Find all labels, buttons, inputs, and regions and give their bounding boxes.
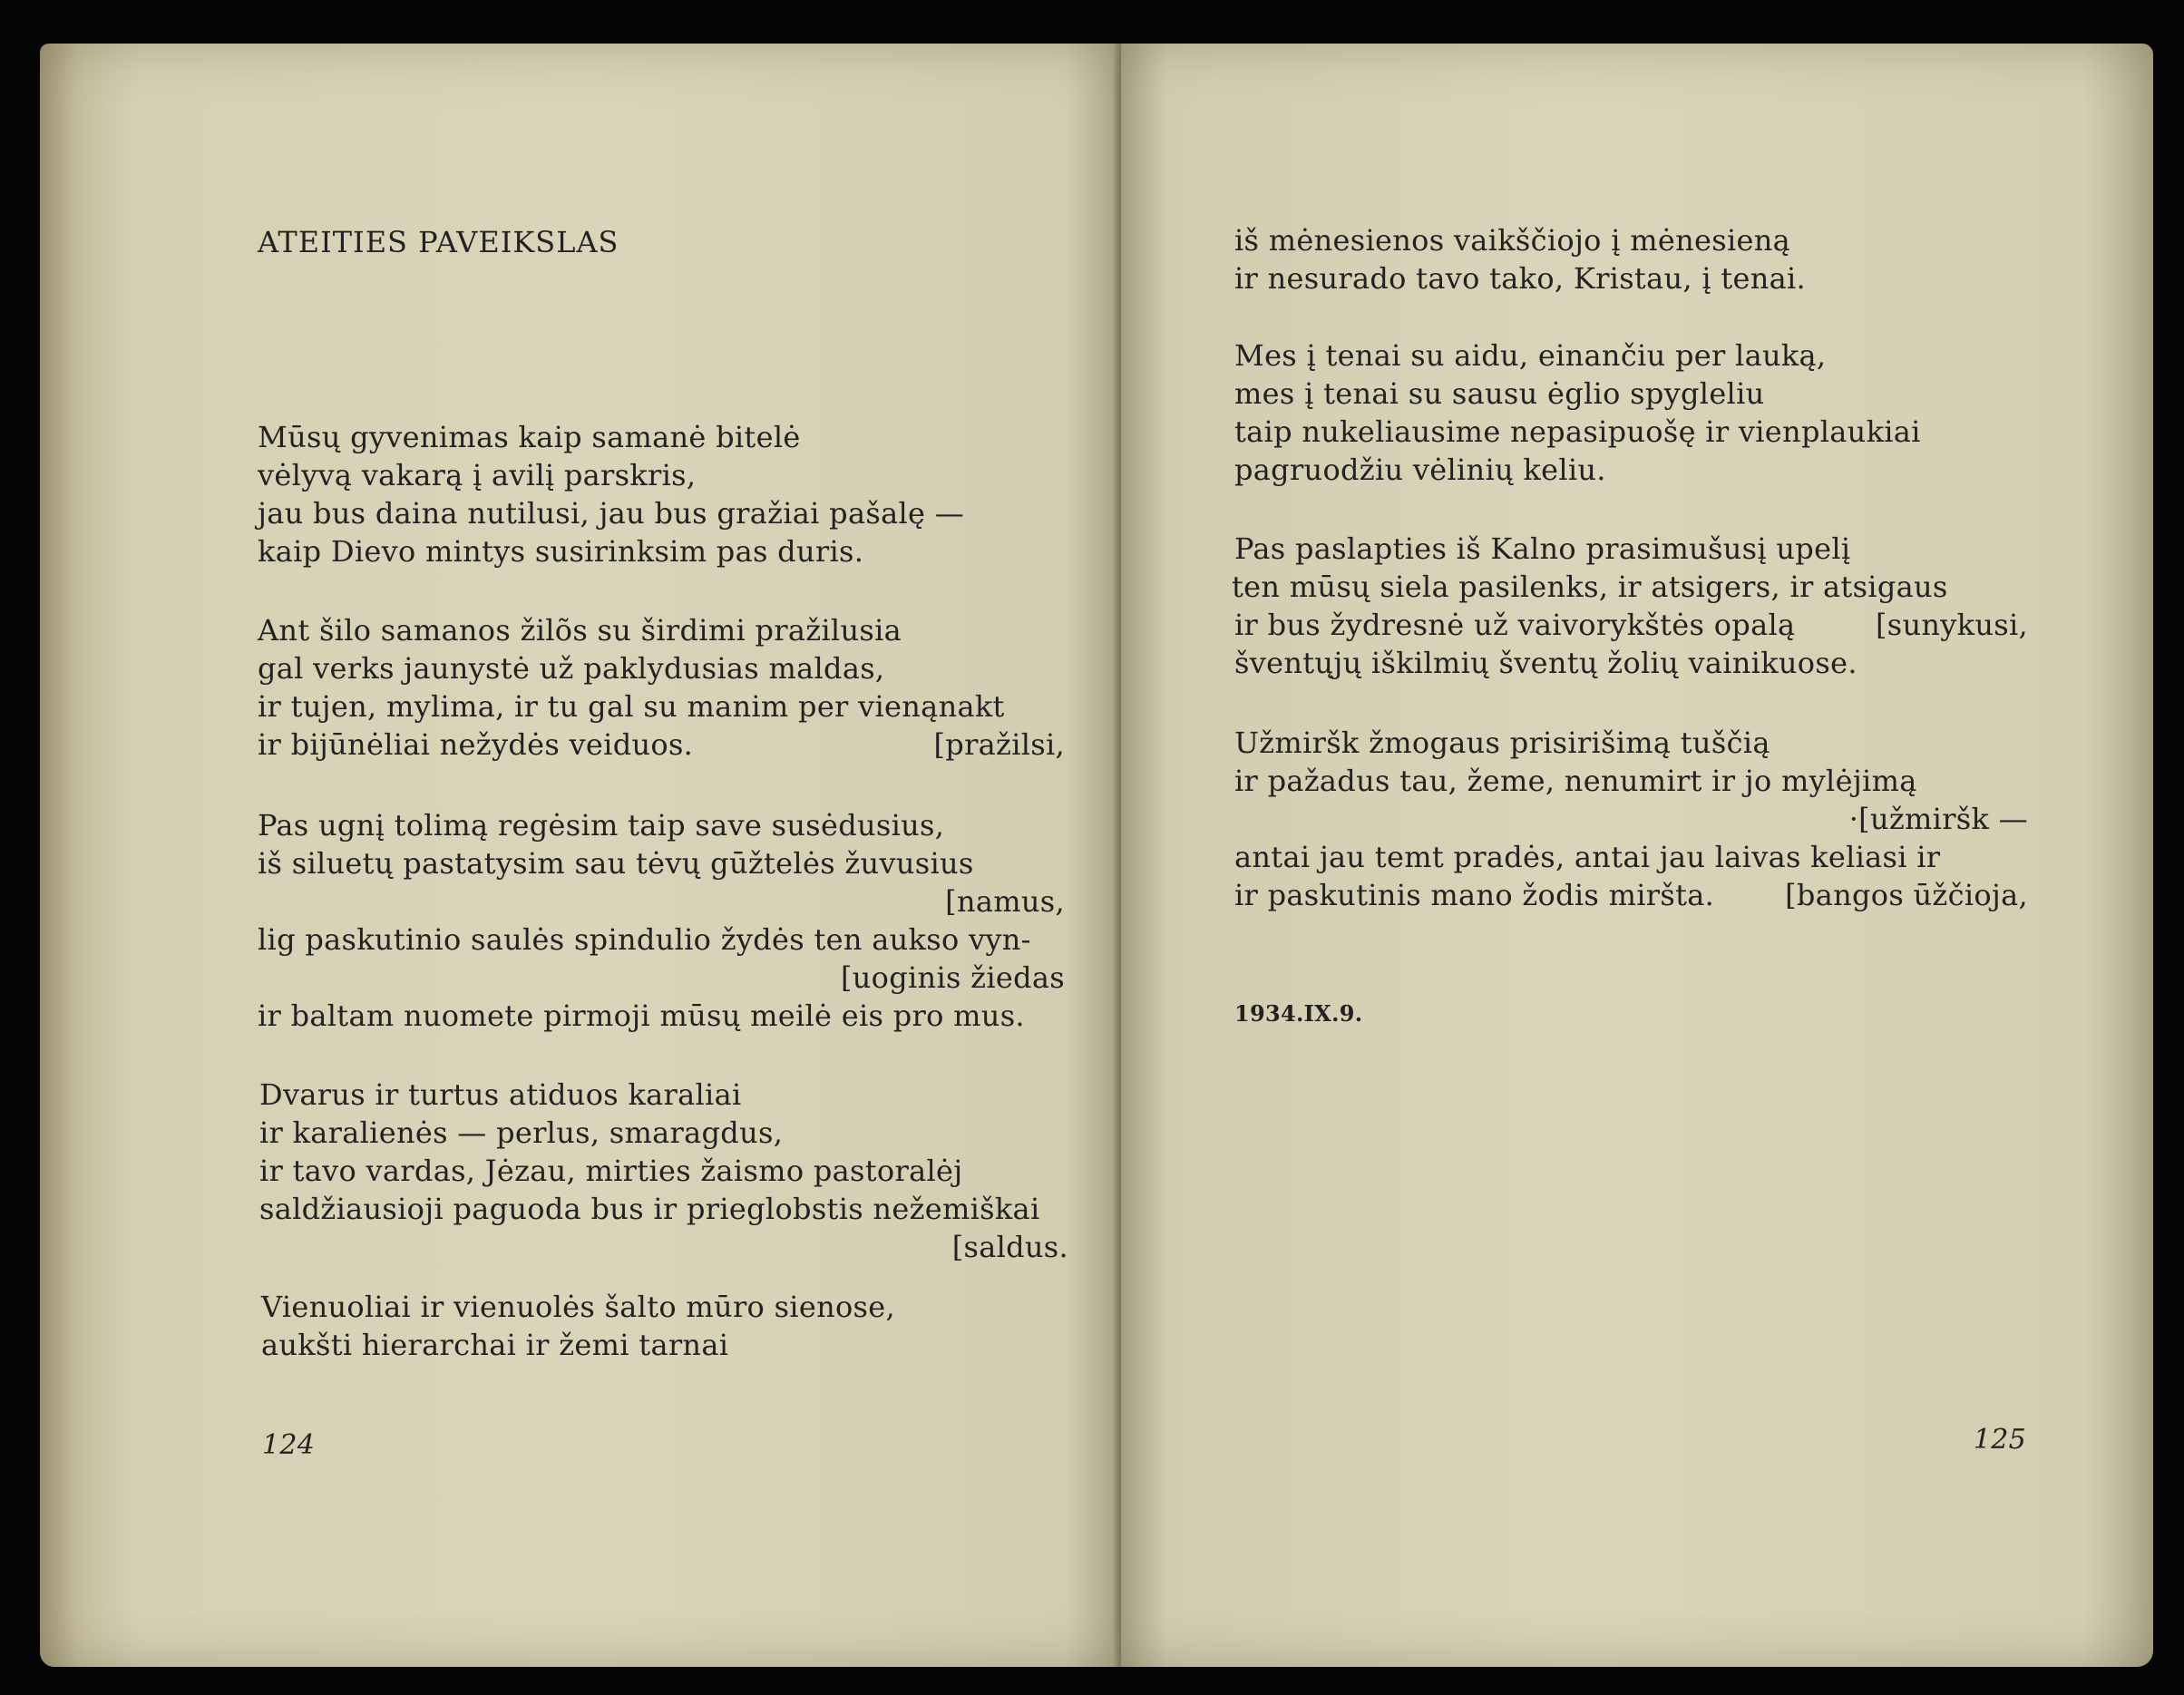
- poem-line: jau bus daina nutilusi, jau bus gražiai pašalę —: [258, 496, 964, 531]
- page-number: 124: [262, 1429, 316, 1461]
- poem-line: ir nesurado tavo tako, Kristau, į tenai.: [1234, 261, 1807, 296]
- poem-line: ir pažadus tau, žeme, nenumirt ir jo mylėjimą: [1234, 764, 1917, 798]
- open-book: [40, 44, 2153, 1667]
- poem-line: pagruodžiu vėlinių keliu.: [1234, 453, 1606, 487]
- poem-line: ir baltam nuomete pirmoji mūsų meilė eis pro mus.: [258, 998, 1025, 1033]
- poem-line-overflow: [bangos ūžčioja,: [1785, 878, 2028, 912]
- poem-line: Ant šilo samanos žilõs su širdimi pražilusia: [258, 613, 902, 648]
- poem-line: taip nukeliausime nepasipuošę ir vienplaukiai: [1234, 414, 1921, 449]
- poem-line: šventųjų iškilmių šventų žolių vainikuose.: [1234, 646, 1857, 680]
- page-number: 125: [1973, 1424, 2026, 1456]
- poem-line: ir tavo vardas, Jėzau, mirties žaismo pastoralėj: [259, 1154, 963, 1188]
- left-page: [40, 44, 1119, 1667]
- poem-line: Užmiršk žmogaus prisirišimą tuščią: [1234, 726, 1770, 760]
- poem-line: Pas ugnį tolimą regėsim taip save susėdusius,: [258, 808, 945, 843]
- poem-line-overflow: [pražilsi,: [933, 727, 1065, 762]
- poem-line: lig paskutinio saulės spindulio žydės ten aukso vyn-: [258, 922, 1031, 957]
- poem-line: ir tujen, mylima, ir tu gal su manim per vienąnakt: [258, 689, 1005, 724]
- poem-line: aukšti hierarchai ir žemi tarnai: [261, 1328, 729, 1362]
- poem-line: Vienuoliai ir vienuolės šalto mūro sienose,: [261, 1290, 895, 1324]
- poem-date: 1934.IX.9.: [1234, 1000, 1363, 1027]
- poem-line: ir paskutinis mano žodis miršta.: [1234, 878, 1715, 912]
- poem-line: iš siluetų pastatysim sau tėvų gūžtelės žuvusius: [258, 846, 974, 881]
- poem-line: Pas paslapties iš Kalno prasimušusį upelį: [1234, 531, 1851, 566]
- right-page: [1121, 44, 2153, 1667]
- poem-line: gal verks jaunystė už paklydusias maldas,: [258, 651, 885, 686]
- poem-line: saldžiausioji paguoda bus ir prieglobstis nežemiškai: [259, 1192, 1040, 1226]
- poem-line: mes į tenai su sausu ėglio spygleliu: [1234, 376, 1765, 411]
- poem-line: vėlyvą vakarą į avilį parskris,: [258, 458, 697, 492]
- poem-line-overflow: [uoginis žiedas: [840, 960, 1065, 995]
- poem-line: kaip Dievo mintys susirinksim pas duris.: [258, 534, 864, 569]
- poem-line-overflow: [saldus.: [951, 1230, 1068, 1264]
- poem-line-overflow: [sunykusi,: [1875, 608, 2028, 642]
- poem-line: Mūsų gyvenimas kaip samanė bitelė: [258, 420, 801, 454]
- poem-line: Mes į tenai su aidu, einančiu per lauką,: [1234, 338, 1827, 373]
- poem-line: ir bus žydresnė už vaivorykštės opalą: [1234, 608, 1796, 642]
- poem-line: Dvarus ir turtus atiduos karaliai: [259, 1077, 742, 1112]
- poem-line-overflow: ·[užmiršk —: [1848, 802, 2028, 836]
- poem-line: iš mėnesienos vaikščiojo į mėnesieną: [1234, 223, 1791, 258]
- poem-line: ir bijūnėliai nežydės veiduos.: [258, 727, 694, 762]
- poem-line: ten mūsų siela pasilenks, ir atsigers, ir atsigaus: [1232, 570, 1948, 604]
- poem-line-overflow: [namus,: [945, 884, 1065, 919]
- poem-line: ir karalienės — perlus, smaragdus,: [259, 1115, 784, 1150]
- poem-line: antai jau temt pradės, antai jau laivas keliasi ir: [1234, 840, 1941, 874]
- poem-title: ATEITIES PAVEIKSLAS: [258, 225, 619, 259]
